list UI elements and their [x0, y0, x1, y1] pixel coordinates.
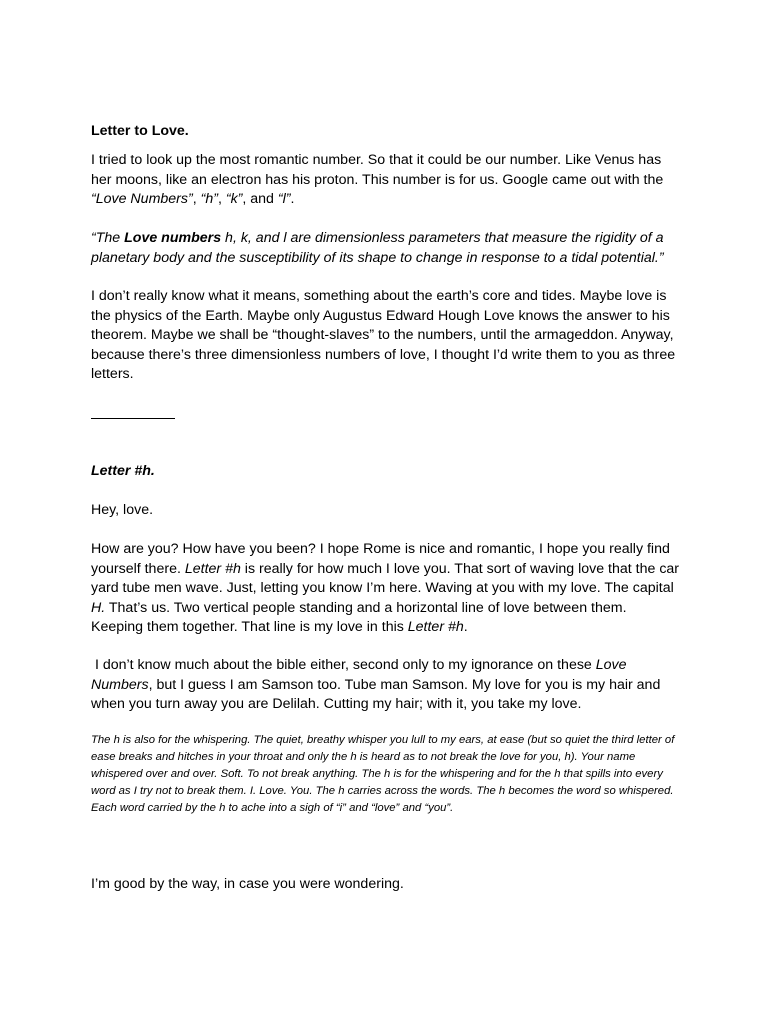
intro-sep-2: , [217, 191, 226, 207]
document-title: Letter to Love. [91, 123, 189, 139]
intro-sep-3: , and [242, 191, 278, 207]
paragraph-6: The h is also for the whispering. The quiet, breathy whisper you lull to my ears, at ease (but so quiet the third letter of ease breaks and hitches in your throat and only the h is heard as to not break the love for you, h). Your name whispered over and over. Soft. To not break anything. The h is for the whispering and for the h that spills into every word as I try not to break them. I. Love. You. The h carries across the words. The h becomes the word so whispered. Each word carried by the h to ache into a sigh of “i” and “love” and “you”. [91, 734, 675, 814]
p4-letter-h-2: Letter #h [407, 619, 464, 635]
quote-paragraph [91, 229, 681, 268]
section-divider [91, 418, 175, 419]
p5-c: , but I guess I am Samson too. Tube man Samson. My love for you is my hair and when you turn away you are Delilah. Cutting my hair; with it, you take my love. [91, 676, 661, 712]
p4-g: . [463, 619, 468, 635]
greeting: Hey, love. [91, 502, 154, 518]
paragraph-7: I’m good by the way, in case you were wondering. [91, 876, 404, 892]
paragraph-3: I don’t really know what it means, something about the earth’s core and tides. Maybe love is the physics of the Earth. Maybe only Augustus Edward Hough Love knows the answer to his theorem. Maybe we shall be “thought-slaves” to the numbers, until the armageddon. Anyway, because there’s three dimensionless numbers of love, I thought I’d write them to you as three letters. [91, 288, 676, 382]
p4-capital-h: H. [91, 599, 106, 616]
quote-love-numbers: Love numbers [124, 230, 222, 246]
quote-rest: h, k, and l are dimensionless parameters that measure the rigidity of a planetary body and the susceptibility of its shape to change in response to a tidal potential.” [91, 230, 664, 266]
intro-end: . [290, 191, 295, 207]
intro-h: “h” [200, 191, 218, 207]
letter-heading: Letter #h. [91, 463, 155, 479]
paragraph-4 [91, 540, 681, 638]
intro-text: I tried to look up the most romantic number. So that it could be our number. Like Venus has her moons, like an electron has his proton. This number is for us. Google came out with the [91, 152, 664, 188]
p5-a: I don’t know much about the bible either, second only to my ignorance on these [91, 657, 596, 673]
intro-l: “l” [277, 191, 291, 207]
quote-open: “The [91, 230, 125, 246]
intro-paragraph [91, 151, 681, 210]
paragraph-5 [91, 656, 681, 715]
intro-love-numbers: “Love Numbers” [91, 191, 193, 207]
p5-love-numbers: Love Numbers [91, 657, 627, 693]
p4-a: How are you? How have you been? I hope Rome is nice and romantic, I hope you really find yourself there. [91, 541, 670, 577]
intro-sep-1: , [192, 191, 201, 207]
p4-e: That’s us. Two vertical people standing and a horizontal line of love between them. Keeping them together. That line is my love in this [91, 599, 627, 635]
intro-k: “k” [225, 191, 243, 207]
p4-letter-h: Letter #h [184, 560, 241, 577]
p4-c: is really for how much I love you. That sort of waving love that the car yard tube men wave. Just, letting you know I’m here. Waving at you with my love. The capital [91, 560, 680, 596]
